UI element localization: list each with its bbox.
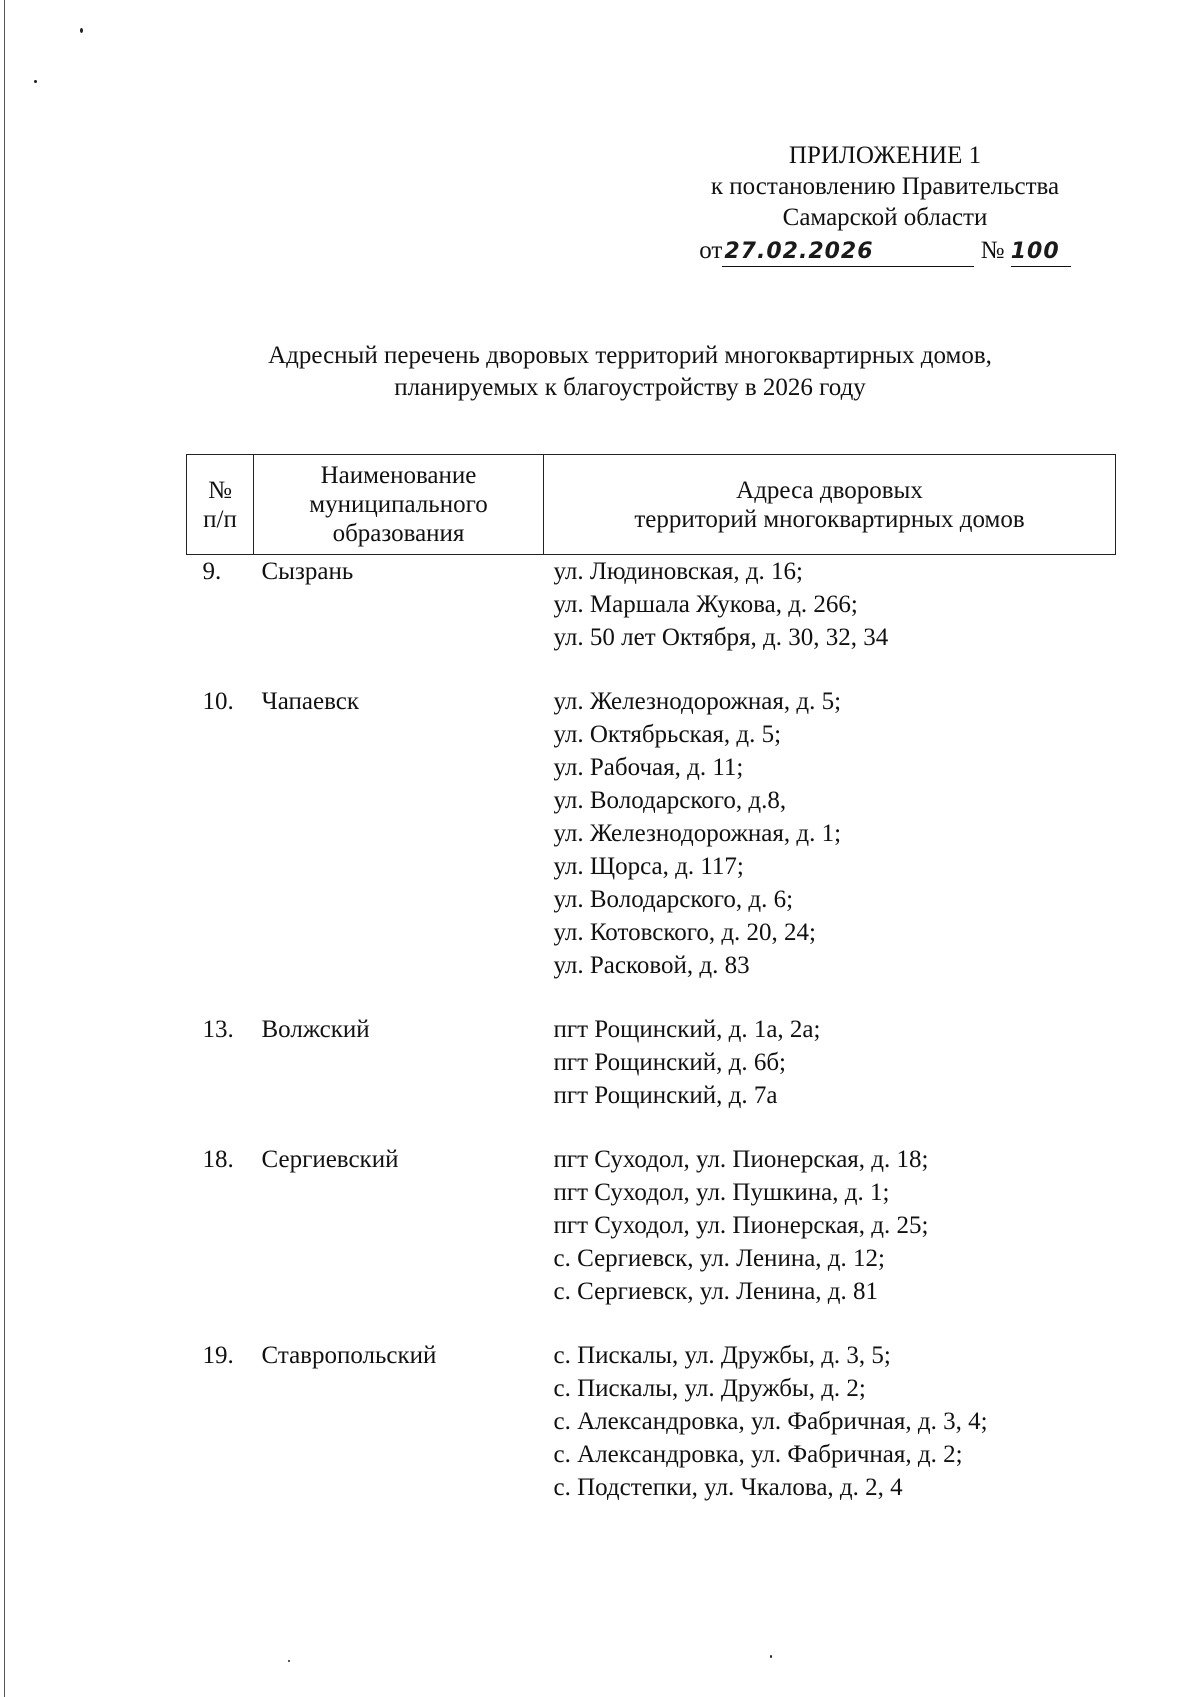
- number-prefix: №: [980, 237, 1005, 264]
- row-municipality: Сызрань: [261, 558, 354, 585]
- document-title-line-2: планируемых к благоустройству в 2026 году: [394, 374, 866, 401]
- header-municipality: [254, 455, 544, 555]
- address-line: ул. Рабочая, д. 11;: [553, 754, 744, 781]
- header-addresses-line-2: территорий многоквартирных домов: [634, 505, 1025, 533]
- row-number: 10.: [202, 688, 234, 715]
- number-handwritten: 100: [1010, 239, 1060, 264]
- address-line: с. Сергиевск, ул. Ленина, д. 12;: [553, 1245, 885, 1272]
- address-line: пгт Рощинский, д. 1а, 2а;: [553, 1016, 821, 1043]
- row-number: 19.: [202, 1342, 234, 1369]
- row-municipality: Сергиевский: [261, 1146, 399, 1173]
- header-number-line-2: п/п: [203, 505, 237, 533]
- header-number: [187, 455, 254, 555]
- header-addresses-line-1: Адреса дворовых: [736, 476, 923, 504]
- number-field: [1011, 237, 1071, 267]
- annex-line-1: к постановлению Правительства: [710, 173, 1060, 200]
- date-field: [722, 237, 974, 267]
- address-line: ул. Котовского, д. 20, 24;: [553, 919, 816, 946]
- date-handwritten: 27.02.2026: [724, 239, 874, 264]
- annex-date-line: [650, 235, 1120, 267]
- address-line: ул. Маршала Жукова, д. 266;: [553, 591, 858, 618]
- table-row: [187, 685, 1116, 1013]
- row-addresses: [544, 685, 1116, 1013]
- table-row: [187, 1339, 1116, 1535]
- table-row: [187, 1143, 1116, 1339]
- scan-speck: [34, 80, 37, 83]
- row-number: 13.: [202, 1016, 234, 1043]
- table-row: [187, 1013, 1116, 1143]
- row-municipality: Чапаевск: [261, 688, 359, 715]
- address-line: пгт Рощинский, д. 6б;: [553, 1049, 786, 1076]
- address-line: с. Александровка, ул. Фабричная, д. 3, 4;: [553, 1408, 988, 1435]
- address-line: ул. Расковой, д. 83: [553, 952, 750, 979]
- row-addresses: [544, 555, 1116, 686]
- header-municipality-line-2: муниципального: [309, 491, 488, 518]
- address-line: ул. Железнодорожная, д. 1;: [553, 820, 842, 847]
- row-municipality: Ставропольский: [261, 1342, 437, 1369]
- address-line: ул. Володарского, д.8,: [553, 787, 787, 814]
- scan-speck: [288, 1660, 290, 1662]
- annex-line-2: Самарской области: [782, 204, 988, 231]
- row-municipality: Волжский: [261, 1016, 370, 1043]
- address-line: с. Пискалы, ул. Дружбы, д. 3, 5;: [553, 1342, 891, 1369]
- document-title-line-1: Адресный перечень дворовых территорий многоквартирных домов,: [268, 342, 992, 369]
- table-body: [187, 555, 1116, 1536]
- address-line: с. Пискалы, ул. Дружбы, д. 2;: [553, 1375, 866, 1402]
- address-line: ул. Володарского, д. 6;: [553, 886, 794, 913]
- header-municipality-line-3: образования: [332, 520, 465, 547]
- annex-header: [650, 140, 1120, 267]
- address-line: пгт Суходол, ул. Пушкина, д. 1;: [553, 1179, 890, 1206]
- address-line: с. Подстепки, ул. Чкалова, д. 2, 4: [553, 1474, 903, 1501]
- header-addresses: [544, 455, 1116, 555]
- row-addresses: [544, 1339, 1116, 1535]
- address-line: ул. 50 лет Октября, д. 30, 32, 34: [553, 624, 889, 651]
- annex-title: ПРИЛОЖЕНИЕ 1: [788, 142, 982, 169]
- address-line: с. Сергиевск, ул. Ленина, д. 81: [553, 1278, 879, 1305]
- header-number-line-1: №: [208, 476, 232, 504]
- address-table: [186, 454, 1116, 1535]
- table-header-row: [187, 455, 1116, 555]
- date-prefix: от: [699, 237, 723, 264]
- header-municipality-line-1: Наименование: [320, 462, 477, 489]
- address-line: пгт Рощинский, д. 7а: [553, 1082, 778, 1109]
- row-addresses: [544, 1013, 1116, 1143]
- document-title: [200, 340, 1060, 404]
- table-row: [187, 555, 1116, 686]
- address-line: пгт Суходол, ул. Пионерская, д. 18;: [553, 1146, 929, 1173]
- address-line: ул. Железнодорожная, д. 5;: [553, 688, 842, 715]
- address-line: ул. Людиновская, д. 16;: [553, 558, 803, 585]
- row-number: 18.: [202, 1146, 234, 1173]
- scan-speck: [770, 1655, 772, 1658]
- address-line: ул. Щорса, д. 117;: [553, 853, 744, 880]
- scan-speck: [80, 28, 83, 33]
- address-line: ул. Октябрьская, д. 5;: [553, 721, 782, 748]
- address-line: с. Александровка, ул. Фабричная, д. 2;: [553, 1441, 963, 1468]
- address-line: пгт Суходол, ул. Пионерская, д. 25;: [553, 1212, 929, 1239]
- row-number: 9.: [202, 558, 222, 585]
- row-addresses: [544, 1143, 1116, 1339]
- page-edge: [4, 0, 5, 1697]
